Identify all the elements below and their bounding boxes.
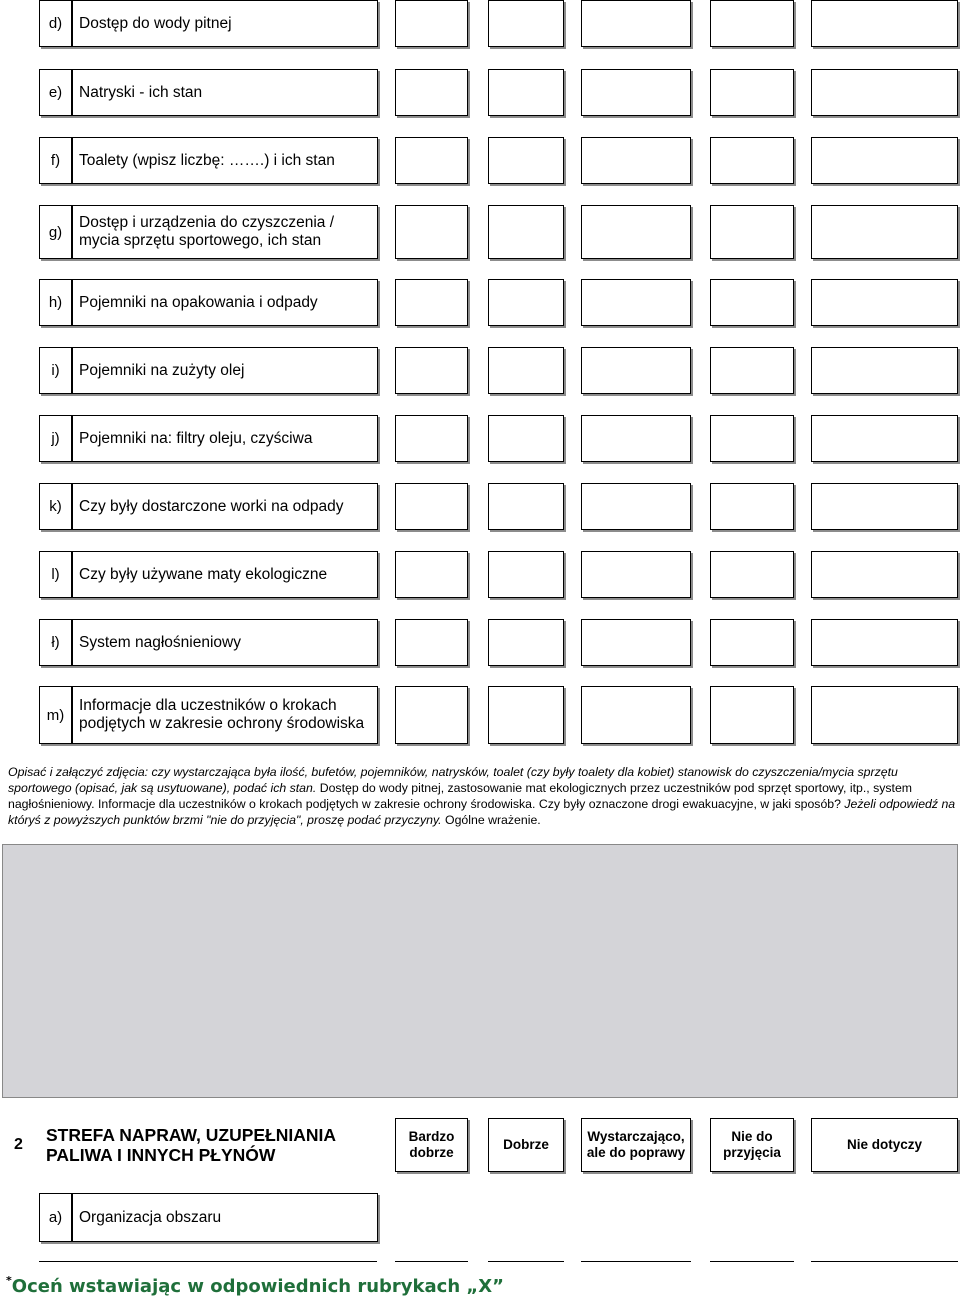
- row-letter: m): [39, 686, 72, 744]
- header-bardzo-dobrze: Bardzo dobrze: [395, 1118, 468, 1172]
- row-label: Dostęp do wody pitnej: [72, 0, 378, 47]
- rating-cell[interactable]: [581, 137, 691, 184]
- rating-cell[interactable]: [488, 619, 564, 666]
- rating-cell[interactable]: [395, 205, 468, 259]
- footnote-star: *: [6, 1274, 12, 1287]
- section-title-line-1: STREFA NAPRAW, UZUPEŁNIANIA: [46, 1125, 337, 1145]
- rating-cell[interactable]: [710, 0, 794, 47]
- row-label: Pojemniki na zużyty olej: [72, 347, 378, 394]
- divider: [811, 1261, 958, 1262]
- rating-cell[interactable]: [395, 137, 468, 184]
- rating-cell[interactable]: [395, 619, 468, 666]
- header-dobrze: Dobrze: [488, 1118, 564, 1172]
- rating-cell[interactable]: [581, 347, 691, 394]
- divider: [710, 1261, 794, 1262]
- row-label: Informacje dla uczestników o krokach podjętych w zakresie ochrony środowiska: [72, 686, 378, 744]
- row-label: Dostęp i urządzenia do czyszczenia / mycia sprzętu sportowego, ich stan: [72, 205, 378, 259]
- row-letter: l): [39, 551, 72, 598]
- rating-cell[interactable]: [710, 69, 794, 116]
- rating-cell[interactable]: [710, 483, 794, 530]
- row-label: Pojemniki na opakowania i odpady: [72, 279, 378, 326]
- rating-cell[interactable]: [488, 137, 564, 184]
- row-letter: ł): [39, 619, 72, 666]
- rating-cell[interactable]: [395, 686, 468, 744]
- rating-cell[interactable]: [488, 69, 564, 116]
- rating-cell[interactable]: [581, 551, 691, 598]
- rating-cell[interactable]: [581, 415, 691, 462]
- divider: [395, 1261, 468, 1262]
- rating-cell[interactable]: [811, 137, 958, 184]
- row-letter: k): [39, 483, 72, 530]
- rating-cell[interactable]: [488, 347, 564, 394]
- photo-instructions: Opisać i załączyć zdjęcia: czy wystarczająca była ilość, bufetów, pojemników, natrysków, toalet (czy były toalety dla kobiet) stanowisk do czyszczenia/mycia sprzętu sportowego (opisać, jak są usytuowane), podać ich stan. Dostęp do wody pitnej, zastosowanie mat ekologicznych przez uczestników pod sprzęt sportowy, itp., system nagłośnieniowy. Informacje dla uczestników o krokach podjętych w zakresie ochrony środowiska. Czy były oznaczone drogi ewakuacyjne, w jaki sposób? Jeżeli odpowiedź na któryś z powyższych punktów brzmi "nie do przyjęcia", proszę podać przyczyny. Ogólne wrażenie.: [8, 765, 956, 827]
- rating-cell[interactable]: [395, 279, 468, 326]
- rating-cell[interactable]: [581, 0, 691, 47]
- rating-cell[interactable]: [581, 619, 691, 666]
- rating-cell[interactable]: [488, 686, 564, 744]
- photo-area[interactable]: [2, 844, 958, 1098]
- rating-cell[interactable]: [488, 551, 564, 598]
- header-nie-do-przyjecia: Nie do przyjęcia: [710, 1118, 794, 1172]
- rating-cell[interactable]: [811, 551, 958, 598]
- rating-cell[interactable]: [395, 483, 468, 530]
- rating-cell[interactable]: [488, 415, 564, 462]
- rating-cell[interactable]: [581, 205, 691, 259]
- rating-cell[interactable]: [488, 483, 564, 530]
- row-label: System nagłośnieniowy: [72, 619, 378, 666]
- header-nie-dotyczy: Nie dotyczy: [811, 1118, 958, 1172]
- rating-cell[interactable]: [710, 551, 794, 598]
- row-a-label: Organizacja obszaru: [72, 1193, 378, 1242]
- rating-cell[interactable]: [488, 279, 564, 326]
- rating-cell[interactable]: [710, 137, 794, 184]
- header-wystarczajaco: Wystarczająco, ale do poprawy: [581, 1118, 691, 1172]
- rating-cell[interactable]: [395, 347, 468, 394]
- footnote: [6, 1276, 504, 1297]
- rating-cell[interactable]: [811, 483, 958, 530]
- row-letter: h): [39, 279, 72, 326]
- rating-cell[interactable]: [811, 415, 958, 462]
- rating-cell[interactable]: [581, 279, 691, 326]
- row-label: Czy były używane maty ekologiczne: [72, 551, 378, 598]
- rating-cell[interactable]: [811, 686, 958, 744]
- rating-cell[interactable]: [395, 551, 468, 598]
- divider: [39, 1261, 377, 1262]
- divider: [488, 1261, 564, 1262]
- rating-cell[interactable]: [488, 205, 564, 259]
- row-letter: d): [39, 0, 72, 47]
- rating-cell[interactable]: [811, 69, 958, 116]
- rating-cell[interactable]: [581, 483, 691, 530]
- rating-cell[interactable]: [811, 0, 958, 47]
- divider: [581, 1261, 691, 1262]
- rating-cell[interactable]: [710, 415, 794, 462]
- row-a-letter: a): [39, 1193, 72, 1242]
- rating-cell[interactable]: [488, 0, 564, 47]
- row-letter: e): [39, 69, 72, 116]
- rating-cell[interactable]: [811, 279, 958, 326]
- rating-cell[interactable]: [395, 0, 468, 47]
- rating-cell[interactable]: [395, 415, 468, 462]
- rating-cell[interactable]: [710, 279, 794, 326]
- rating-cell[interactable]: [395, 69, 468, 116]
- rating-cell[interactable]: [581, 686, 691, 744]
- section-title: [46, 1125, 336, 1165]
- rating-cell[interactable]: [710, 347, 794, 394]
- rating-cell[interactable]: [581, 69, 691, 116]
- rating-cell[interactable]: [811, 347, 958, 394]
- footnote-text: Oceń wstawiając w odpowiednich rubrykach „X”: [11, 1276, 504, 1297]
- rating-cell[interactable]: [710, 205, 794, 259]
- rating-cell[interactable]: [811, 205, 958, 259]
- section-title-line-2: PALIWA I INNYCH PŁYNÓW: [46, 1145, 276, 1165]
- row-label: Natryski - ich stan: [72, 69, 378, 116]
- rating-cell[interactable]: [811, 619, 958, 666]
- row-label: Pojemniki na: filtry oleju, czyściwa: [72, 415, 378, 462]
- row-letter: i): [39, 347, 72, 394]
- row-letter: f): [39, 137, 72, 184]
- rating-cell[interactable]: [710, 619, 794, 666]
- row-letter: g): [39, 205, 72, 259]
- row-label: Toalety (wpisz liczbę: …….) i ich stan: [72, 137, 378, 184]
- rating-cell[interactable]: [710, 686, 794, 744]
- section-number: 2: [14, 1136, 23, 1153]
- row-label: Czy były dostarczone worki na odpady: [72, 483, 378, 530]
- row-letter: j): [39, 415, 72, 462]
